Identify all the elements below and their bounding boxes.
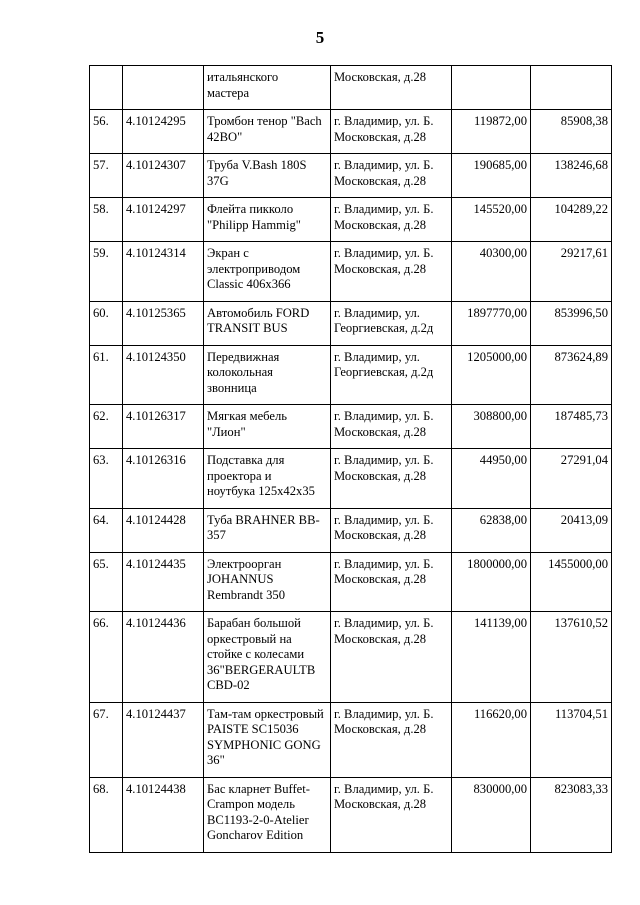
row-number-cell: 63. bbox=[90, 449, 123, 509]
item-name-cell-line: SYMPHONIC GONG bbox=[207, 737, 321, 752]
residual-value-cell: 187485,73 bbox=[531, 405, 612, 449]
item-name-cell bbox=[204, 301, 331, 345]
item-name-cell-line: Электроорган bbox=[207, 556, 282, 571]
inventory-code-cell: 4.10124297 bbox=[123, 198, 204, 242]
address-cell bbox=[331, 66, 452, 110]
item-name-cell-line: "Philipp Hammig" bbox=[207, 217, 301, 232]
address-cell bbox=[331, 301, 452, 345]
book-value-cell: 145520,00 bbox=[452, 198, 531, 242]
address-cell-line: Московская, д.28 bbox=[334, 261, 427, 276]
address-cell bbox=[331, 345, 452, 405]
book-value-cell: 141139,00 bbox=[452, 612, 531, 703]
inventory-code-cell: 4.10124436 bbox=[123, 612, 204, 703]
address-cell bbox=[331, 508, 452, 552]
row-number-cell: 58. bbox=[90, 198, 123, 242]
residual-value-cell: 29217,61 bbox=[531, 242, 612, 302]
item-name-cell-line: Бас кларнет Buffet- bbox=[207, 781, 310, 796]
table-row bbox=[90, 66, 612, 110]
item-name-cell-line: звонница bbox=[207, 380, 257, 395]
table-row bbox=[90, 612, 612, 703]
row-number-cell: 60. bbox=[90, 301, 123, 345]
item-name-cell-line: 357 bbox=[207, 528, 226, 542]
item-name-cell-line: Флейта пикколо bbox=[207, 202, 294, 216]
item-name-cell-line: ноутбука 125x42x35 bbox=[207, 484, 315, 498]
item-name-cell bbox=[204, 198, 331, 242]
address-cell bbox=[331, 198, 452, 242]
item-name-cell-line: Туба BRAHNER BB- bbox=[207, 512, 320, 527]
item-name-cell-line: Передвижная bbox=[207, 349, 280, 364]
row-number-cell: 56. bbox=[90, 110, 123, 154]
book-value-cell: 40300,00 bbox=[452, 242, 531, 302]
item-name-cell-line: Crampon модель bbox=[207, 797, 295, 811]
address-cell bbox=[331, 702, 452, 777]
book-value-cell: 308800,00 bbox=[452, 405, 531, 449]
address-cell-line: г. Владимир, ул. Б. bbox=[334, 114, 434, 128]
address-cell bbox=[331, 242, 452, 302]
item-name-cell bbox=[204, 612, 331, 703]
table-row bbox=[90, 777, 612, 852]
book-value-cell bbox=[452, 66, 531, 110]
row-number-cell: 67. bbox=[90, 702, 123, 777]
item-name-cell-line: 42BO" bbox=[207, 129, 243, 144]
table-row bbox=[90, 552, 612, 612]
row-number-cell: 59. bbox=[90, 242, 123, 302]
row-number-cell: 64. bbox=[90, 508, 123, 552]
row-number-cell: 65. bbox=[90, 552, 123, 612]
item-name-cell bbox=[204, 405, 331, 449]
book-value-cell: 1800000,00 bbox=[452, 552, 531, 612]
book-value-cell: 119872,00 bbox=[452, 110, 531, 154]
address-cell-line: Московская, д.28 bbox=[334, 528, 427, 542]
residual-value-cell: 27291,04 bbox=[531, 449, 612, 509]
item-name-cell-line: Rembrandt 350 bbox=[207, 587, 285, 602]
property-table-body bbox=[90, 66, 612, 853]
address-cell-line: г. Владимир, ул. bbox=[334, 305, 420, 320]
inventory-code-cell: 4.10125365 bbox=[123, 301, 204, 345]
table-row bbox=[90, 154, 612, 198]
book-value-cell: 830000,00 bbox=[452, 777, 531, 852]
address-cell bbox=[331, 449, 452, 509]
address-cell bbox=[331, 612, 452, 703]
inventory-code-cell: 4.10126317 bbox=[123, 405, 204, 449]
address-cell bbox=[331, 552, 452, 612]
row-number-cell: 62. bbox=[90, 405, 123, 449]
address-cell-line: Московская, д.28 bbox=[334, 722, 427, 736]
item-name-cell bbox=[204, 345, 331, 405]
item-name-cell bbox=[204, 66, 331, 110]
row-number-cell: 57. bbox=[90, 154, 123, 198]
item-name-cell-line: BC1193-2-0-Atelier bbox=[207, 812, 309, 827]
residual-value-cell: 1455000,00 bbox=[531, 552, 612, 612]
address-cell-line: Московская, д.28 bbox=[334, 217, 427, 232]
residual-value-cell: 137610,52 bbox=[531, 612, 612, 703]
item-name-cell-line: Экран с bbox=[207, 246, 249, 260]
item-name-cell bbox=[204, 552, 331, 612]
table-row bbox=[90, 405, 612, 449]
book-value-cell: 116620,00 bbox=[452, 702, 531, 777]
book-value-cell: 1897770,00 bbox=[452, 301, 531, 345]
address-cell-line: г. Владимир, ул. Б. bbox=[334, 616, 434, 630]
address-cell-line: г. Владимир, ул. Б. bbox=[334, 246, 434, 260]
address-cell-line: Московская, д.28 bbox=[334, 129, 427, 144]
address-cell-line: г. Владимир, ул. Б. bbox=[334, 512, 434, 527]
item-name-cell-line: Там-там оркестровый bbox=[207, 706, 324, 721]
item-name-cell-line: Подставка для bbox=[207, 453, 285, 467]
address-cell-line: г. Владимир, ул. Б. bbox=[334, 202, 434, 216]
item-name-cell bbox=[204, 110, 331, 154]
item-name-cell-line: 36" bbox=[207, 753, 225, 767]
item-name-cell-line: CBD-02 bbox=[207, 678, 250, 692]
page-number: 5 bbox=[315, 28, 325, 47]
book-value-cell: 62838,00 bbox=[452, 508, 531, 552]
address-cell bbox=[331, 110, 452, 154]
item-name-cell-line: 37G bbox=[207, 173, 229, 188]
address-cell-line: Московская, д.28 bbox=[334, 173, 427, 188]
address-cell-line: г. Владимир, ул. Б. bbox=[334, 158, 434, 172]
book-value-cell: 190685,00 bbox=[452, 154, 531, 198]
inventory-code-cell: 4.10124307 bbox=[123, 154, 204, 198]
inventory-code-cell: 4.10124438 bbox=[123, 777, 204, 852]
residual-value-cell bbox=[531, 66, 612, 110]
row-number-cell: 68. bbox=[90, 777, 123, 852]
item-name-cell-line: TRANSIT BUS bbox=[207, 321, 288, 335]
address-cell-line: Московская, д.28 bbox=[334, 631, 427, 646]
address-cell-line: г. Владимир, ул. Б. bbox=[334, 556, 434, 571]
item-name-cell-line: Goncharov Edition bbox=[207, 828, 304, 842]
item-name-cell bbox=[204, 449, 331, 509]
residual-value-cell: 85908,38 bbox=[531, 110, 612, 154]
table-row bbox=[90, 508, 612, 552]
address-cell-line: Георгиевская, д.2д bbox=[334, 321, 434, 335]
item-name-cell-line: итальянского bbox=[207, 70, 279, 84]
inventory-code-cell: 4.10124435 bbox=[123, 552, 204, 612]
item-name-cell-line: "Лион" bbox=[207, 424, 246, 439]
inventory-code-cell: 4.10124350 bbox=[123, 345, 204, 405]
residual-value-cell: 104289,22 bbox=[531, 198, 612, 242]
item-name-cell bbox=[204, 702, 331, 777]
inventory-code-cell: 4.10126316 bbox=[123, 449, 204, 509]
address-cell-line: Московская, д.28 bbox=[334, 797, 427, 811]
table-row bbox=[90, 449, 612, 509]
item-name-cell bbox=[204, 777, 331, 852]
book-value-cell: 1205000,00 bbox=[452, 345, 531, 405]
item-name-cell-line: PAISTE SC15036 bbox=[207, 722, 299, 736]
inventory-code-cell: 4.10124295 bbox=[123, 110, 204, 154]
row-number-cell: 61. bbox=[90, 345, 123, 405]
item-name-cell-line: JOHANNUS bbox=[207, 572, 274, 586]
address-cell-line: Московская, д.28 bbox=[334, 572, 427, 586]
item-name-cell-line: колокольная bbox=[207, 365, 273, 379]
item-name-cell bbox=[204, 508, 331, 552]
inventory-code-cell: 4.10124314 bbox=[123, 242, 204, 302]
residual-value-cell: 823083,33 bbox=[531, 777, 612, 852]
inventory-code-cell: 4.10124428 bbox=[123, 508, 204, 552]
address-cell bbox=[331, 154, 452, 198]
item-name-cell-line: электроприводом bbox=[207, 261, 301, 276]
item-name-cell-line: Тромбон тенор "Bach bbox=[207, 114, 322, 128]
address-cell-line: г. Владимир, ул. Б. bbox=[334, 409, 434, 423]
item-name-cell-line: 36"BERGERAULTB bbox=[207, 662, 316, 677]
item-name-cell-line: Барабан большой bbox=[207, 616, 301, 630]
address-cell-line: Московская, д.28 bbox=[334, 424, 427, 439]
address-cell-line: Московская, д.28 bbox=[334, 468, 427, 483]
table-row bbox=[90, 198, 612, 242]
item-name-cell-line: проектора и bbox=[207, 468, 272, 483]
table-row bbox=[90, 702, 612, 777]
item-name-cell-line: Classic 406x366 bbox=[207, 277, 291, 291]
row-number-cell bbox=[90, 66, 123, 110]
residual-value-cell: 113704,51 bbox=[531, 702, 612, 777]
row-number-cell: 66. bbox=[90, 612, 123, 703]
item-name-cell-line: оркестровый на bbox=[207, 631, 292, 646]
item-name-cell-line: Мягкая мебель bbox=[207, 409, 288, 423]
residual-value-cell: 873624,89 bbox=[531, 345, 612, 405]
address-cell-line: Георгиевская, д.2д bbox=[334, 365, 434, 379]
address-cell-line: Московская, д.28 bbox=[334, 70, 427, 84]
address-cell-line: г. Владимир, ул. Б. bbox=[334, 706, 434, 721]
table-row bbox=[90, 110, 612, 154]
item-name-cell-line: мастера bbox=[207, 85, 250, 100]
item-name-cell-line: Автомобиль FORD bbox=[207, 305, 310, 320]
property-table bbox=[89, 65, 612, 853]
item-name-cell bbox=[204, 154, 331, 198]
item-name-cell bbox=[204, 242, 331, 302]
table-row bbox=[90, 301, 612, 345]
address-cell bbox=[331, 777, 452, 852]
inventory-code-cell: 4.10124437 bbox=[123, 702, 204, 777]
address-cell-line: г. Владимир, ул. Б. bbox=[334, 781, 434, 796]
book-value-cell: 44950,00 bbox=[452, 449, 531, 509]
address-cell-line: г. Владимир, ул. bbox=[334, 349, 420, 364]
residual-value-cell: 20413,09 bbox=[531, 508, 612, 552]
item-name-cell-line: стойке с колесами bbox=[207, 647, 305, 661]
table-row bbox=[90, 242, 612, 302]
residual-value-cell: 138246,68 bbox=[531, 154, 612, 198]
residual-value-cell: 853996,50 bbox=[531, 301, 612, 345]
address-cell bbox=[331, 405, 452, 449]
address-cell-line: г. Владимир, ул. Б. bbox=[334, 453, 434, 467]
table-row bbox=[90, 345, 612, 405]
inventory-code-cell bbox=[123, 66, 204, 110]
item-name-cell-line: Труба V.Bash 180S bbox=[207, 158, 307, 172]
